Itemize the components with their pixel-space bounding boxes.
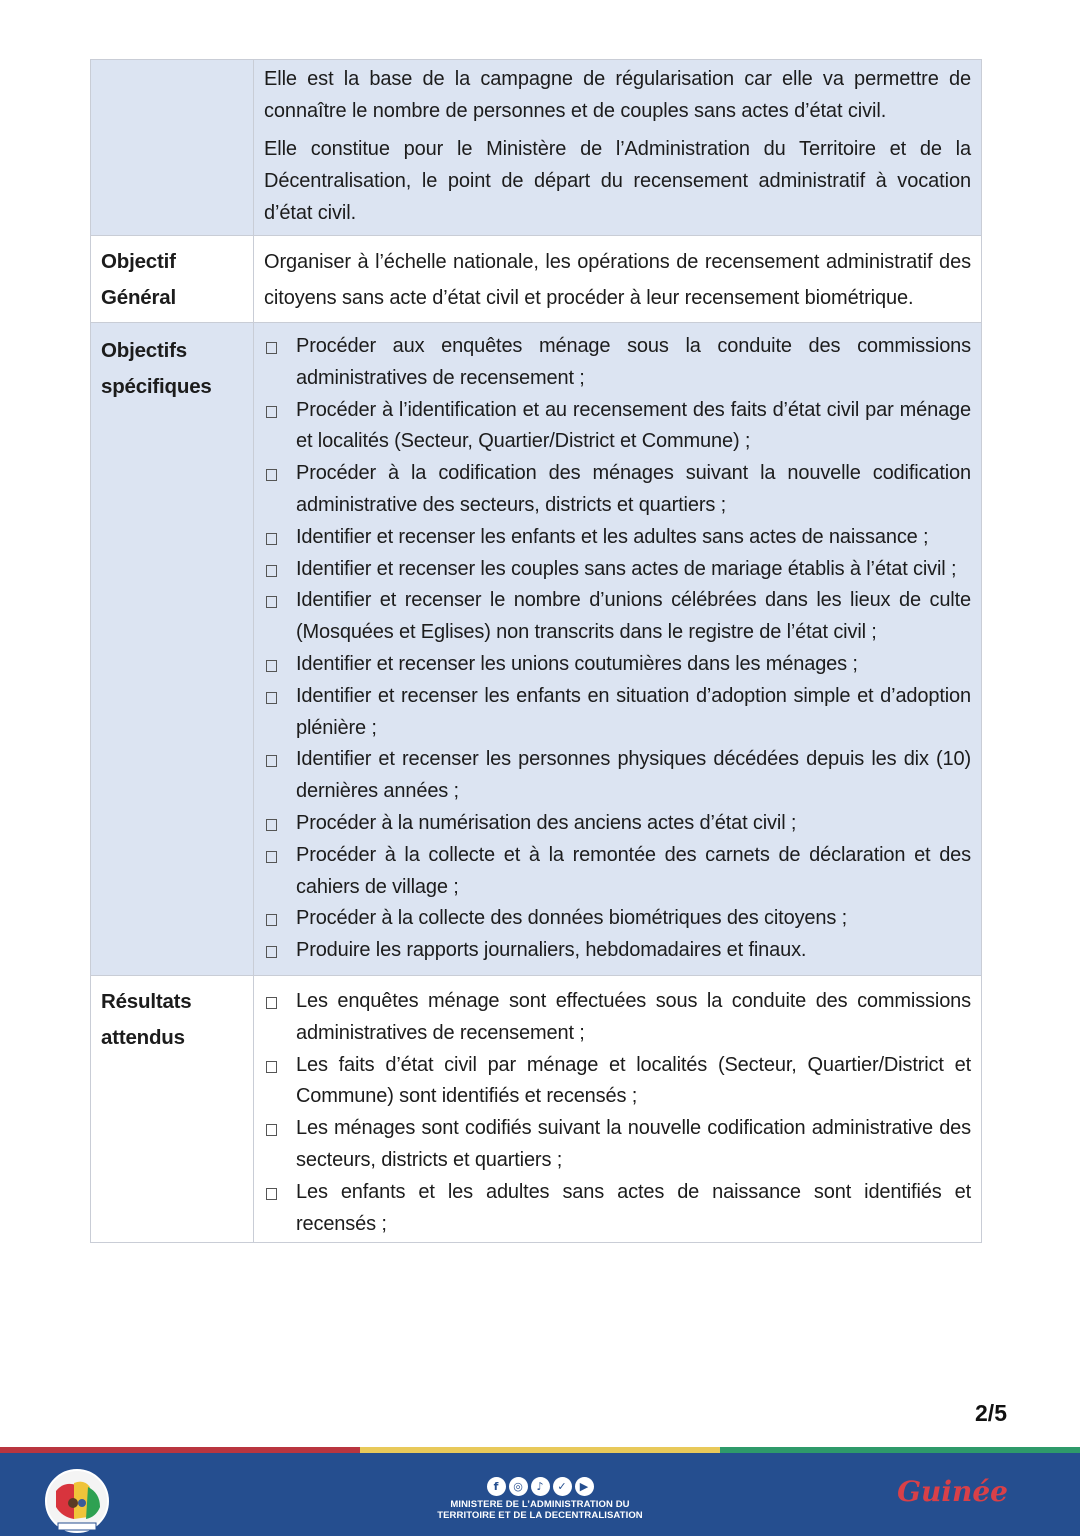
- checkbox-icon: [266, 533, 277, 545]
- checkbox-icon: [266, 469, 277, 481]
- table-row-resultats-attendus: [91, 975, 982, 1242]
- list-item: Identifier et recenser les enfants en situation d’adoption simple et d’adoption plénière ;: [264, 681, 971, 745]
- youtube-icon[interactable]: ▶: [575, 1477, 594, 1496]
- checkbox-icon: [266, 596, 277, 608]
- row-label-line2: spécifiques: [101, 375, 212, 398]
- intro-paragraph-2: Elle constitue pour le Ministère de l’Administration du Territoire et de la Décentralisation, le point de départ du recensement administratif à vocation d’état civil.: [264, 138, 971, 224]
- expected-results-list: [254, 976, 981, 1242]
- list-item: Les faits d’état civil par ménage et localités (Secteur, Quartier/District et Commune) sont identifiés et recensés ;: [264, 1050, 971, 1114]
- list-item: Produire les rapports journaliers, hebdomadaires et finaux.: [264, 935, 971, 967]
- list-item: Procéder à la numérisation des anciens actes d’état civil ;: [264, 808, 971, 840]
- checkbox-icon: [266, 1061, 277, 1073]
- label-cell: [91, 236, 254, 323]
- list-item: Procéder à la collecte et à la remontée des carnets de déclaration et des cahiers de village ;: [264, 840, 971, 904]
- table-row-objectif-general: [91, 236, 982, 323]
- content-cell: [254, 323, 982, 976]
- guinee-brand-logo: Guinée: [897, 1475, 1008, 1508]
- tiktok-icon[interactable]: ♪: [531, 1477, 550, 1496]
- intro-paragraph-1: Elle est la base de la campagne de régularisation car elle va permettre de connaître le nombre de personnes et de couples sans actes d’état civil.: [264, 68, 971, 122]
- list-item: Identifier et recenser les couples sans actes de mariage établis à l’état civil ;: [264, 554, 971, 586]
- social-links: [390, 1477, 690, 1496]
- checkbox-icon: [266, 819, 277, 831]
- checkbox-icon: [266, 946, 277, 958]
- specific-objectives-list: [254, 323, 981, 975]
- list-item: Procéder aux enquêtes ménage sous la conduite des commissions administratives de recensement ;: [264, 331, 971, 395]
- row-label-line2: Général: [101, 286, 176, 309]
- label-cell: [91, 975, 254, 1242]
- list-item: Identifier et recenser les personnes physiques décédées depuis les dix (10) dernières années ;: [264, 744, 971, 808]
- checkbox-icon: [266, 660, 277, 672]
- list-item: Identifier et recenser le nombre d’unions célébrées dans les lieux de culte (Mosquées et Eglises) non transcrits dans le registre de l’état civil ;: [264, 585, 971, 649]
- content-cell: [254, 236, 982, 323]
- content-cell: [254, 975, 982, 1242]
- table-row-intro: [91, 60, 982, 236]
- list-item: Procéder à la codification des ménages suivant la nouvelle codification administrative des secteurs, districts et quartiers ;: [264, 458, 971, 522]
- checkbox-icon: [266, 406, 277, 418]
- ministry-name-line1: MINISTERE DE L’ADMINISTRATION DU: [450, 1499, 630, 1510]
- checkbox-icon: [266, 851, 277, 863]
- list-item: Les ménages sont codifiés suivant la nouvelle codification administrative des secteurs, districts et quartiers ;: [264, 1113, 971, 1177]
- row-label-line1: Objectifs: [101, 339, 187, 362]
- checkbox-icon: [266, 1124, 277, 1136]
- checkbox-icon: [266, 342, 277, 354]
- objectif-general-text: Organiser à l’échelle nationale, les opérations de recensement administratif des citoyens sans acte d’état civil et procéder à leur recensement biométrique.: [264, 251, 971, 309]
- row-label-line2: attendus: [101, 1025, 185, 1049]
- list-item: Procéder à l’identification et au recensement des faits d’état civil par ménage et localités (Secteur, Quartier/District et Commune) ;: [264, 395, 971, 459]
- list-item: Identifier et recenser les enfants et les adultes sans actes de naissance ;: [264, 522, 971, 554]
- row-label-line1: Objectif: [101, 250, 176, 273]
- twitter-icon[interactable]: ✓: [553, 1477, 572, 1496]
- facebook-icon[interactable]: f: [487, 1477, 506, 1496]
- list-item: Procéder à la collecte des données biométriques des citoyens ;: [264, 903, 971, 935]
- checkbox-icon: [266, 692, 277, 704]
- label-cell: [91, 60, 254, 236]
- list-item: Les enfants et les adultes sans actes de naissance sont identifiés et recensés ;: [264, 1177, 971, 1241]
- emblem-logo-icon: [40, 1467, 114, 1535]
- list-item: Identifier et recenser les unions coutumières dans les ménages ;: [264, 649, 971, 681]
- list-item: Les enquêtes ménage sont effectuées sous la conduite des commissions administratives de recensement ;: [264, 986, 971, 1050]
- content-cell: [254, 60, 982, 236]
- instagram-icon[interactable]: ◎: [509, 1477, 528, 1496]
- label-cell: [91, 323, 254, 976]
- checkbox-icon: [266, 755, 277, 767]
- checkbox-icon: [266, 565, 277, 577]
- footer-center: [390, 1477, 690, 1521]
- checkbox-icon: [266, 1188, 277, 1200]
- table-row-objectifs-specifiques: [91, 323, 982, 976]
- footer-band: [0, 1453, 1080, 1536]
- page-number: 2/5: [975, 1400, 1007, 1426]
- objectives-table: [90, 59, 982, 1243]
- ministry-name-line2: TERRITOIRE ET DE LA DECENTRALISATION: [437, 1510, 643, 1521]
- checkbox-icon: [266, 914, 277, 926]
- checkbox-icon: [266, 997, 277, 1009]
- row-label-line1: Résultats: [101, 989, 192, 1013]
